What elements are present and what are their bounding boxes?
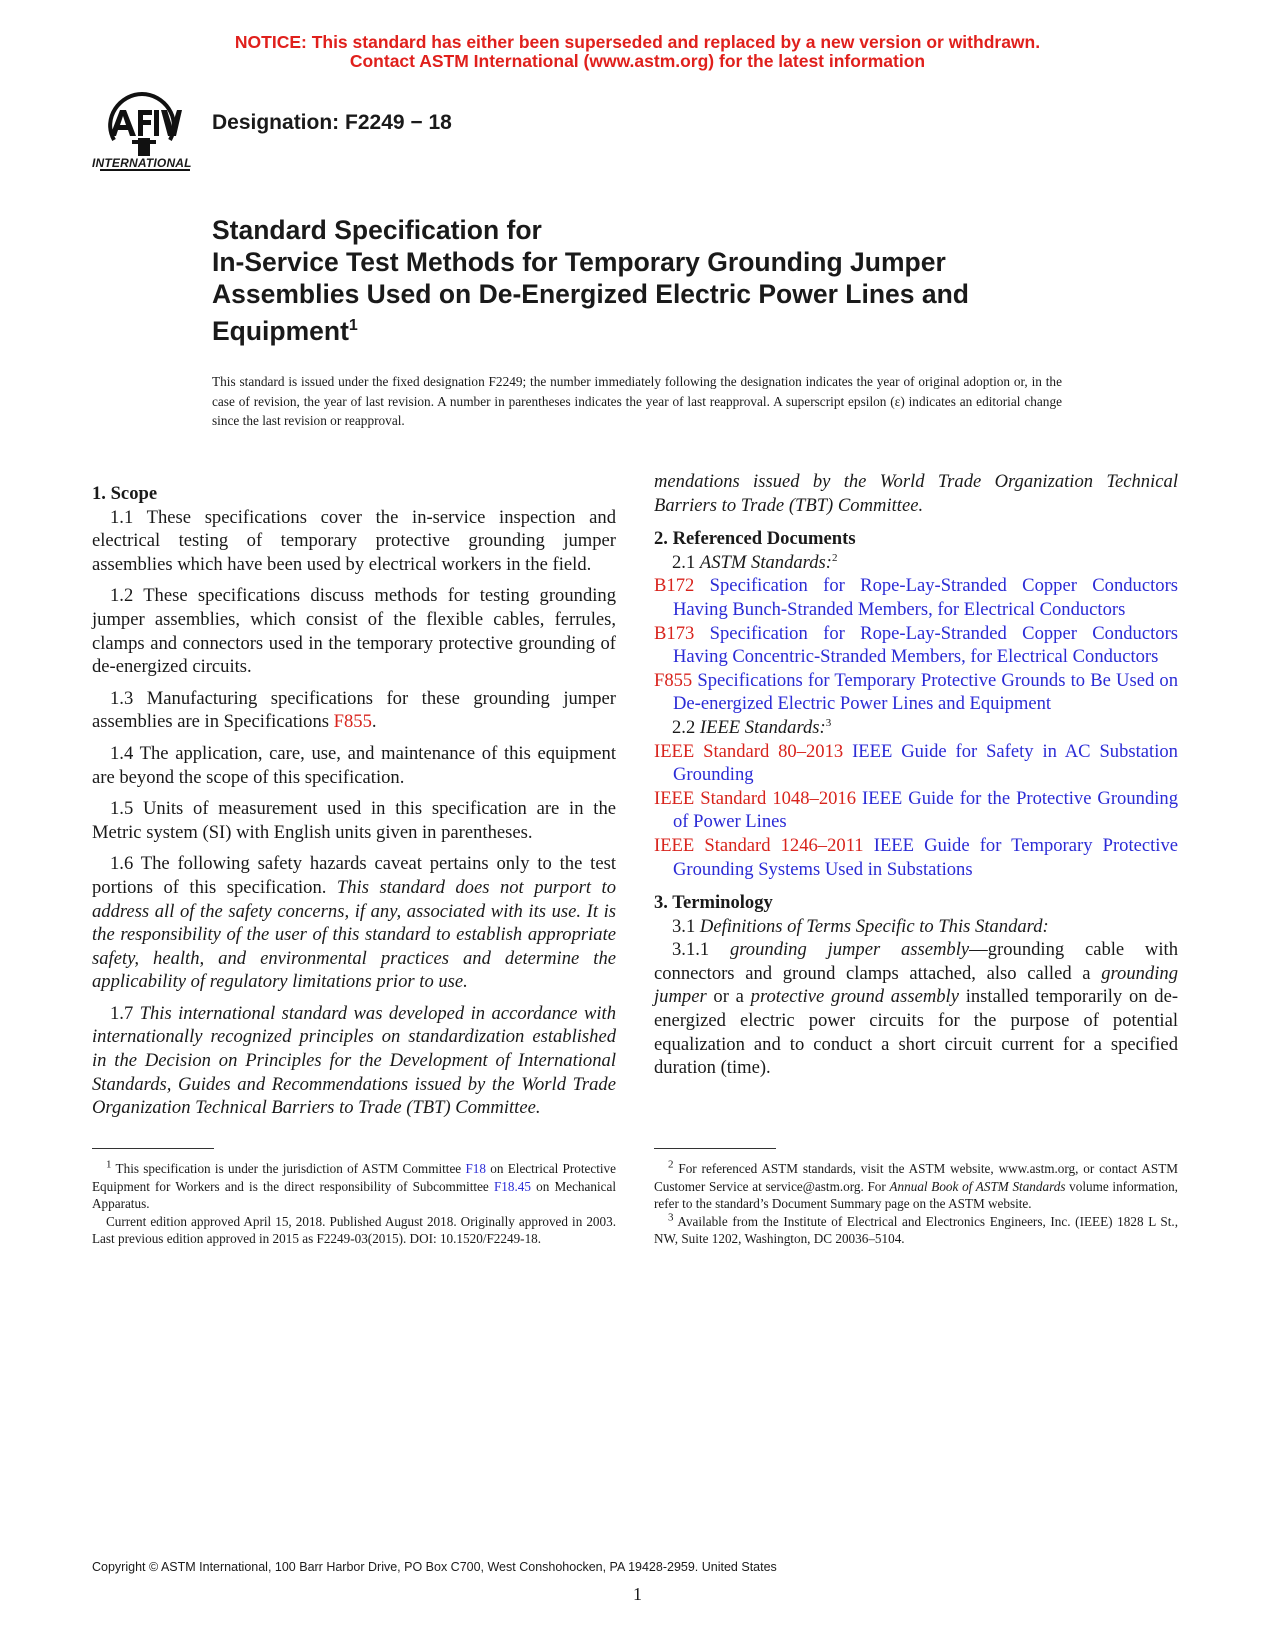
footnote-2-text-a: For referenced ASTM standards, visit the ASTM website, www.astm.org, or contact ASTM Customer Service at service@astm.org. For bbox=[654, 1161, 1178, 1194]
logo-text: INTERNATIONAL bbox=[92, 156, 192, 170]
astm-standards-heading bbox=[654, 551, 1178, 575]
paragraph-1-1: 1.1 These specifications cover the in-service inspection and electrical testing of temporary protective grounding jumper assemblies which have been used by electrical workers in the field. bbox=[92, 506, 616, 575]
reference-code[interactable]: IEEE Standard 80–2013 bbox=[654, 740, 844, 762]
issuance-statement: This standard is issued under the fixed designation F2249; the number immediately following the designation indicates the year of original adoption or, in the case of revision, the year of last revision. A number in parentheses indicates the year of last reapproval. A superscript epsilon (ε) indicates an editorial change since the last revision or reapproval. bbox=[212, 374, 1062, 428]
paragraph-1-6 bbox=[92, 852, 616, 994]
reference-ieee-80[interactable] bbox=[654, 740, 1178, 787]
paragraph-1-2: 1.2 These specifications discuss methods for testing grounding jumper assemblies, which consist of the flexible cables, ferrules, clamps and connectors used in the temporary protective grounding of de-energized circuits. bbox=[92, 585, 616, 678]
section-heading-scope: 1. Scope bbox=[92, 483, 158, 504]
paragraph-1-7-italic: This international standard was developed in accordance with internationally recognized principles on standardization established in the Decision on Principles for the Development of International Standards, Guides and Recommendations issued by the World Trade Organization Technical Barriers to Trade (TBT) Committee. bbox=[92, 1002, 617, 1119]
footnote-1-text-a: This specification is under the jurisdiction of ASTM Committee bbox=[111, 1161, 466, 1176]
paragraph-3-1 bbox=[654, 915, 1178, 939]
reference-b172[interactable] bbox=[654, 574, 1178, 621]
title-line-1: Standard Specification for bbox=[212, 215, 542, 245]
paragraph-3-1-1-number: 3.1.1 bbox=[672, 939, 730, 961]
document-title bbox=[212, 214, 1112, 347]
reference-title[interactable]: IEEE Guide for the Protective Grounding of Power Lines bbox=[673, 787, 1178, 833]
paragraph-1-5: 1.5 Units of measurement used in this specification are in the Metric system (SI) with English units given in parentheses. bbox=[92, 798, 616, 843]
paragraph-1-7-continued: mendations issued by the World Trade Organization Technical Barriers to Trade (TBT) Committee. bbox=[654, 471, 1178, 516]
paragraph-1-6-italic: This standard does not purport to address all of the safety concerns, if any, associated with its use. It is the responsibility of the user of this standard to establish appropriate safety, health, and environmental practices and determine the applicability of regulatory limitations prior to use. bbox=[92, 876, 616, 993]
ieee-standards-footnote-mark: 3 bbox=[825, 716, 832, 729]
footnote-2-italic: Annual Book of ASTM Standards bbox=[889, 1178, 1066, 1194]
reference-title[interactable]: Specification for Rope-Lay-Stranded Copper Conductors Having Bunch-Stranded Members, for Electrical Conductors bbox=[673, 575, 1178, 620]
astm-standards-footnote-mark: 2 bbox=[831, 551, 838, 564]
reference-title[interactable]: IEEE Guide for Safety in AC Substation Grounding bbox=[673, 740, 1178, 786]
footnote-rule-right bbox=[654, 1148, 776, 1149]
section-heading-terminology: 3. Terminology bbox=[654, 892, 773, 914]
definition-text-b: or a bbox=[706, 986, 751, 1008]
paragraph-1-4: 1.4 The application, care, use, and maintenance of this equipment are beyond the scope of this specification. bbox=[92, 742, 616, 788]
reference-title[interactable]: Specifications for Temporary Protective Grounds to Be Used on De-energized Electric Power Lines and Equipment bbox=[673, 669, 1178, 715]
reference-code[interactable]: B172 bbox=[654, 575, 695, 597]
term-grounding-jumper: grounding jumper bbox=[654, 962, 1178, 1008]
footnote-1-text-b: on Electrical Protective Equipment for Workers and is the direct responsibility of Subcommittee bbox=[92, 1161, 616, 1194]
footnote-1-text-c: on Mechanical Apparatus. bbox=[92, 1178, 616, 1212]
footnote-rule-left bbox=[92, 1148, 214, 1149]
title-line-3: Assemblies Used on De-Energized Electric Power Lines and bbox=[212, 279, 969, 309]
notice-line-1: NOTICE: This standard has either been superseded and replaced by a new version or withdrawn. bbox=[234, 32, 1041, 52]
reference-code[interactable]: B173 bbox=[654, 622, 695, 644]
paragraph-3-1-number: 3.1 bbox=[672, 915, 700, 937]
astm-logo bbox=[92, 88, 196, 180]
footnote-3 bbox=[654, 1213, 1178, 1248]
left-column bbox=[92, 482, 617, 1119]
notice-line-2: Contact ASTM International (www.astm.org) for the latest information bbox=[349, 51, 926, 71]
designation: Designation: F2249 − 18 bbox=[212, 111, 452, 134]
ieee-standards-heading bbox=[654, 716, 1178, 740]
link-f855[interactable]: F855 bbox=[333, 711, 372, 733]
footnote-3-mark: 3 bbox=[668, 1211, 674, 1224]
reference-f855[interactable] bbox=[654, 669, 1178, 716]
footnote-1-edition: Current edition approved April 15, 2018. Published August 2018. Originally approved in 2003. Last previous edition approved in 2015 as F2249-03(2015). DOI: 10.1520/F2249-18. bbox=[92, 1213, 616, 1247]
footnote-2-mark: 2 bbox=[668, 1158, 674, 1171]
paragraph-3-1-title: Definitions of Terms Specific to This Standard: bbox=[699, 915, 1049, 937]
definition-text-c: installed temporarily on de-energized electric power circuits for the purpose of potential equalization and to conduct a short circuit current for a specified duration (time). bbox=[654, 986, 1179, 1079]
paragraph-1-3-end: . bbox=[371, 711, 377, 733]
astm-standards-title: ASTM Standards: bbox=[699, 551, 832, 573]
withdrawn-notice bbox=[0, 33, 1275, 71]
link-committee-f18[interactable]: F18 bbox=[465, 1161, 486, 1176]
page-number: 1 bbox=[633, 1584, 642, 1604]
footnote-3-text: Available from the Institute of Electrical and Electronics Engineers, Inc. (IEEE) 1828 L St., NW, Suite 1202, Washington, DC 20036–5104. bbox=[654, 1213, 1178, 1247]
reference-code[interactable]: IEEE Standard 1048–2016 bbox=[654, 787, 857, 809]
paragraph-1-7 bbox=[92, 1002, 617, 1119]
title-line-2: In-Service Test Methods for Temporary Grounding Jumper bbox=[212, 247, 946, 277]
reference-title[interactable]: IEEE Guide for Temporary Protective Grounding Systems Used in Substations bbox=[673, 834, 1178, 880]
section-heading-referenced-documents: 2. Referenced Documents bbox=[654, 528, 856, 550]
paragraph-1-6-text: 1.6 The following safety hazards caveat pertains only to the test portions of this specification. bbox=[92, 853, 616, 898]
reference-title[interactable]: Specification for Rope-Lay-Stranded Copper Conductors Having Concentric-Stranded Members, for Electrical Conductors bbox=[673, 622, 1178, 668]
definition-text-a: —grounding cable with connectors and ground clamps attached, also called a bbox=[654, 939, 1178, 984]
reference-code[interactable]: IEEE Standard 1246–2011 bbox=[654, 834, 864, 856]
link-subcommittee-f18-45[interactable]: F18.45 bbox=[493, 1178, 531, 1194]
footnotes-right bbox=[654, 1160, 1178, 1248]
footnote-2-text-b: volume information, refer to the standard’s Document Summary page on the ASTM website. bbox=[654, 1178, 1178, 1212]
footnotes-left bbox=[92, 1160, 616, 1248]
astm-standards-number: 2.1 bbox=[672, 551, 700, 573]
reference-ieee-1246[interactable] bbox=[654, 834, 1178, 881]
paragraph-1-3-text: 1.3 Manufacturing specifications for these grounding jumper assemblies are in Specifications bbox=[92, 687, 616, 733]
copyright-line: Copyright © ASTM International, 100 Barr Harbor Drive, PO Box C700, West Conshohocken, PA 19428-2959. United States bbox=[92, 1560, 777, 1574]
reference-b173[interactable] bbox=[654, 622, 1178, 669]
title-footnote-mark: 1 bbox=[348, 317, 358, 334]
term-protective-ground-assembly: protective ground assembly bbox=[750, 986, 959, 1008]
reference-code[interactable]: F855 bbox=[654, 669, 693, 691]
paragraph-1-3 bbox=[92, 687, 616, 734]
ieee-standards-number: 2.2 bbox=[672, 716, 700, 738]
footnote-2 bbox=[654, 1160, 1178, 1213]
footnote-1 bbox=[92, 1160, 616, 1213]
title-line-4: Equipment bbox=[212, 315, 349, 346]
right-column bbox=[654, 471, 1179, 1080]
term-grounding-jumper-assembly: grounding jumper assembly bbox=[729, 939, 970, 961]
footnote-1-mark: 1 bbox=[106, 1158, 112, 1171]
paragraph-3-1-1 bbox=[654, 938, 1178, 1080]
ieee-standards-title: IEEE Standards: bbox=[699, 716, 826, 738]
reference-ieee-1048[interactable] bbox=[654, 787, 1178, 834]
paragraph-1-7-number: 1.7 bbox=[110, 1002, 140, 1024]
